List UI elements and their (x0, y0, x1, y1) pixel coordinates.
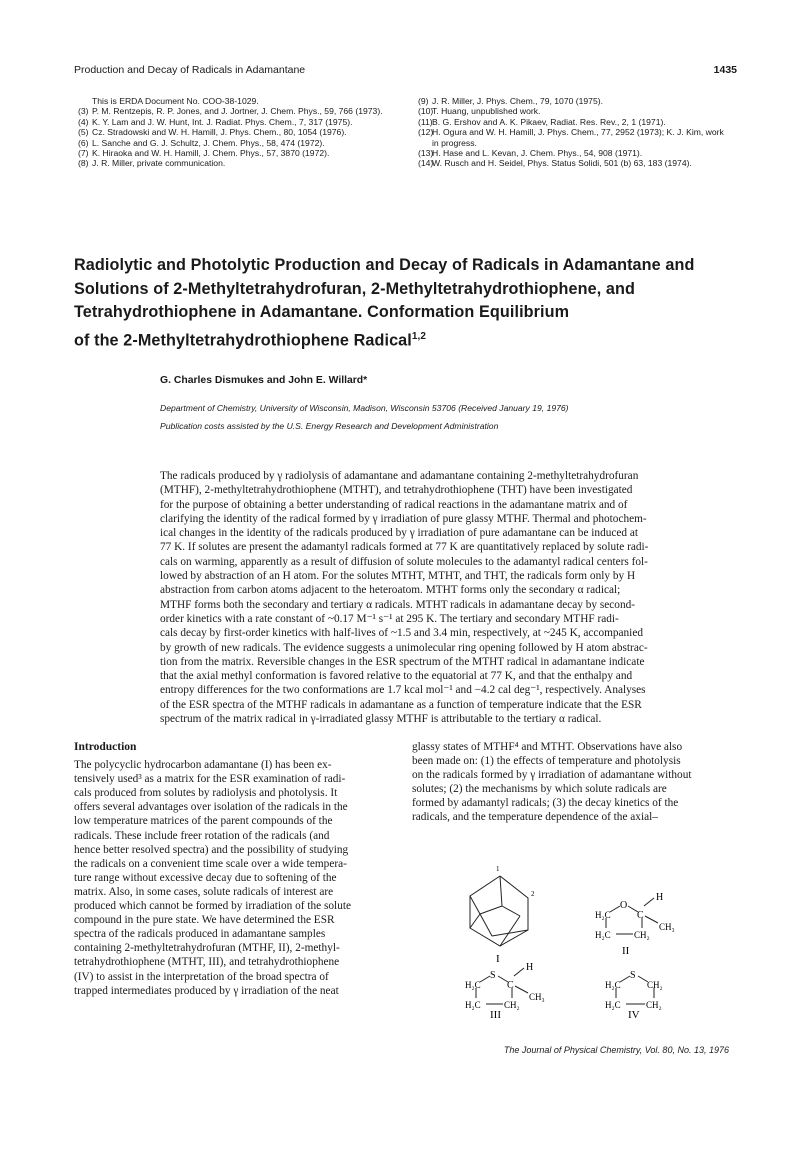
body-text-line: on the radicals formed by γ irradiation of adamantane without (412, 769, 692, 782)
atom-O: O (620, 900, 628, 911)
body-text-line: compound in the pure state. We have determined the ESR (74, 914, 335, 927)
article-title (74, 254, 694, 352)
body-text-line: offers several advantages over isolation of the radicals in the (74, 801, 348, 814)
publication-costs: Publication costs assisted by the U.S. Energy Research and Development Administration (160, 421, 499, 431)
atom-H2C: H₂C (595, 910, 611, 920)
body-text-line: radicals, and the temperature dependence of the axial– (412, 811, 658, 824)
body-text-line: the radicals on a convenient time scale over a wide tempera- (74, 857, 347, 870)
atom-H2C: H₂C (605, 1000, 621, 1010)
body-left-column (74, 740, 396, 998)
structure-label-I: I (496, 953, 500, 965)
body-text-line: matrix. Also, in some cases, solute radicals of interest are (74, 885, 334, 898)
atom-H2C: H₂C (465, 980, 481, 990)
abstract-line: The radicals produced by γ radiolysis of adamantane and adamantane containing 2-methyltetrahydrofuran (160, 470, 639, 482)
structure-label-III: III (490, 1009, 501, 1018)
body-text-line: produced which cannot be formed by irradiation of the solute (74, 900, 351, 913)
adamantane-position-2: 2 (531, 890, 535, 898)
title-line: Radiolytic and Photolytic Production and Decay of Radicals in Adamantane and (74, 256, 695, 274)
body-text-line: low temperature matrices of the parent compounds of the (74, 815, 333, 828)
atom-S: S (490, 970, 496, 981)
abstract-line: abstraction from carbon atoms adjacent to the heteroatom. MTHT forms only the secondary α radical; (160, 584, 621, 597)
reference-item: (7) K. Hiraoka and W. H. Hamill, J. Chem. Phys., 57, 3870 (1972). (78, 148, 330, 159)
abstract-line: that the axial methyl conformation is favored relative to the equatorial at 77 K, and that the enthalpy and (160, 670, 633, 683)
mthf-structure (606, 898, 658, 934)
abstract-line: (MTHF), 2-methyltetrahydrothiophene (MTHT), and tetrahydrothiophene (THT) have been investigated (160, 484, 633, 497)
section-heading: Introduction (74, 741, 137, 753)
reference-item: (14) W. Rusch and H. Seidel, Phys. Status Solidi, 501 (b) 63, 183 (1974). (418, 158, 692, 169)
reference-item: (6) L. Sanche and G. J. Schultz, J. Chem. Phys., 58, 474 (1972). (78, 137, 325, 148)
abstract-line: by growth of new radicals. The evidence suggests a unimolecular ring opening followed by H atom abstrac- (160, 641, 648, 654)
title-line: Tetrahydrothiophene in Adamantane. Conformation Equilibrium (74, 303, 570, 321)
body-text-line: formed by adamantyl radicals; (3) the decay kinetics of the (412, 797, 679, 810)
abstract-line: MTHF forms both the secondary and tertiary α radicals. MTHT radicals in adamantane decay by second- (160, 598, 636, 611)
reference-item: (13) H. Hase and L. Kevan, J. Chem. Phys., 54, 908 (1971). (418, 148, 643, 159)
body-text-line: cals produced from solutes by radiolysis and photolysis. It (74, 787, 338, 800)
abstract (160, 469, 738, 726)
atom-C: C (507, 980, 514, 991)
reference-item: (11) B. G. Ershov and A. K. Pikaev, Radiat. Res. Rev., 2, 1 (1971). (418, 116, 666, 127)
reference-item: (9) J. R. Miller, J. Phys. Chem., 79, 1070 (1975). (418, 96, 603, 106)
atom-CH3: CH₃ (529, 992, 545, 1002)
atom-H2C: H₂C (595, 930, 611, 940)
atom-CH2: CH₂ (646, 1000, 662, 1010)
mtht-structure (476, 968, 528, 1004)
body-text-line: glassy states of MTHF⁴ and MTHT. Observations have also (412, 741, 683, 753)
affiliation: Department of Chemistry, University of Wisconsin, Madison, Wisconsin 53706 (Received January 19, 1976) (160, 403, 569, 413)
reference-item: (3) P. M. Rentzepis, R. P. Jones, and J. Jortner, J. Chem. Phys., 59, 766 (1973). (78, 106, 383, 117)
body-text-line: containing 2-methyltetrahydrofuran (MTHF, II), 2-methyl- (74, 942, 340, 955)
atom-H2C: H₂C (465, 1000, 481, 1010)
references-right-column (418, 96, 758, 169)
running-head (74, 64, 737, 80)
references-left-column (78, 96, 408, 169)
atom-CH2: CH₂ (634, 930, 650, 940)
body-text-line: ture range without excessive decay due to softening of the (74, 871, 337, 884)
body-text-line: radicals. These include freer rotation of the radicals (and (74, 829, 330, 842)
structures-svg (440, 858, 740, 1018)
abstract-line: cals decay by first-order kinetics with half-lives of ~1.5 and 3.4 min, respectively, at ~245 K, accompanied (160, 627, 643, 640)
atom-S: S (630, 970, 636, 981)
abstract-line: ical changes in the identity of the radicals produced by γ irradiation of pure adamantane can be induced at (160, 527, 639, 540)
body-text-line: The polycyclic hydrocarbon adamantane (I) has been ex- (74, 759, 332, 772)
structure-label-II: II (622, 945, 630, 957)
abstract-line: spectrum of the matrix radical in γ-irradiated glassy MTHF is attributable to the tertiary α radical. (160, 713, 602, 726)
abstract-line: lowed by abstraction of an H atom. For the solutes MTHT, MTHT, and THT, the radicals form only by H (160, 570, 636, 583)
reference-item: (5) Cz. Stradowski and W. H. Hamill, J. Phys. Chem., 80, 1054 (1976). (78, 127, 347, 138)
reference-item: (10) T. Huang, unpublished work. (418, 106, 541, 117)
reference-item: (4) K. Y. Lam and J. W. Hunt, Int. J. Radiat. Phys. Chem., 7, 317 (1975). (78, 116, 353, 127)
body-text-line: spectra of the radicals produced in adamantane samples (74, 928, 326, 941)
page-number: 1435 (713, 64, 737, 76)
body-right-column (412, 740, 742, 825)
chemical-structures-figure (440, 858, 740, 1018)
abstract-line: clarifying the identity of the radical formed by γ irradiation of pure glassy MTHF. Thermal and photochem- (160, 512, 647, 525)
body-text-line: tensively used³ as a matrix for the ESR examination of radi- (74, 773, 346, 786)
structure-label-IV: IV (628, 1009, 640, 1018)
abstract-line: 77 K. If solutes are present the adamantyl radicals formed at 77 K are quantitatively replaced by solute radi- (160, 541, 649, 554)
abstract-line: tion from the matrix. Reversible changes in the ESR spectrum of the MTHT radical in adamantane indicate (160, 655, 645, 668)
atom-H: H (526, 962, 534, 973)
atom-H: H (656, 892, 664, 903)
abstract-line: entropy differences for the two conformations are 1.7 kcal mol⁻¹ and −4.2 cal deg⁻¹, respectively. Analyses (160, 684, 646, 697)
running-title: Production and Decay of Radicals in Adamantane (74, 64, 306, 76)
abstract-line: order kinetics with a rate constant of ~0.17 M⁻¹ s⁻¹ at 295 K. The tertiary and secondary MTHF radi- (160, 612, 619, 625)
title-line: Solutions of 2-Methyltetrahydrofuran, 2-Methyltetrahydrothiophene, and (74, 279, 636, 298)
journal-footer: The Journal of Physical Chemistry, Vol. 80, No. 13, 1976 (503, 1045, 729, 1055)
adamantane-position-1: 1 (496, 865, 500, 873)
title-line: of the 2-Methyltetrahydrothiophene Radical$^{1,2}$ (74, 330, 427, 349)
reference-note: This is ERDA Document No. COO-38-1029. (92, 96, 259, 106)
atom-C: C (637, 910, 644, 921)
body-text-line: hence better resolved spectra) and the possibility of studying (74, 843, 349, 856)
abstract-line: cals on warming, apparently as a result of diffusion of solute molecules to the adamantyl radical centers fol- (160, 555, 648, 568)
body-text-line: tetrahydrothiophene (MTHT, III), and tetrahydrothiophene (74, 956, 340, 969)
reference-continuation: in progress. (432, 137, 477, 148)
title-footnote-marker: 1,2 (411, 330, 427, 342)
body-text-line: been made on: (1) the effects of temperature and photolysis (412, 755, 681, 768)
body-text-line: (IV) to assist in the interpretation of the broad spectra of (74, 970, 329, 983)
atom-CH2: CH₂ (647, 980, 663, 990)
atom-CH3: CH₃ (659, 922, 675, 932)
reference-item: (8) J. R. Miller, private communication. (78, 158, 226, 169)
body-text-line: trapped intermediates produced by γ irradiation of the neat (74, 984, 339, 997)
atom-CH2: CH₂ (504, 1000, 520, 1010)
abstract-line: of the ESR spectra of the MTHF radicals in adamantane as a function of temperature indicate that the ESR (160, 698, 642, 711)
body-text-line: solutes; (2) the mechanisms by which solute radicals are (412, 783, 667, 796)
adamantane-structure (470, 876, 528, 946)
reference-item: (12) H. Ogura and W. H. Hamill, J. Phys. Chem., 77, 2952 (1973); K. J. Kim, work (418, 127, 724, 138)
authors: G. Charles Dismukes and John E. Willard* (160, 375, 368, 386)
abstract-line: for the purpose of obtaining a better understanding of radical reactions in the adamantane matrix and of (160, 498, 628, 511)
atom-H2C: H₂C (605, 980, 621, 990)
